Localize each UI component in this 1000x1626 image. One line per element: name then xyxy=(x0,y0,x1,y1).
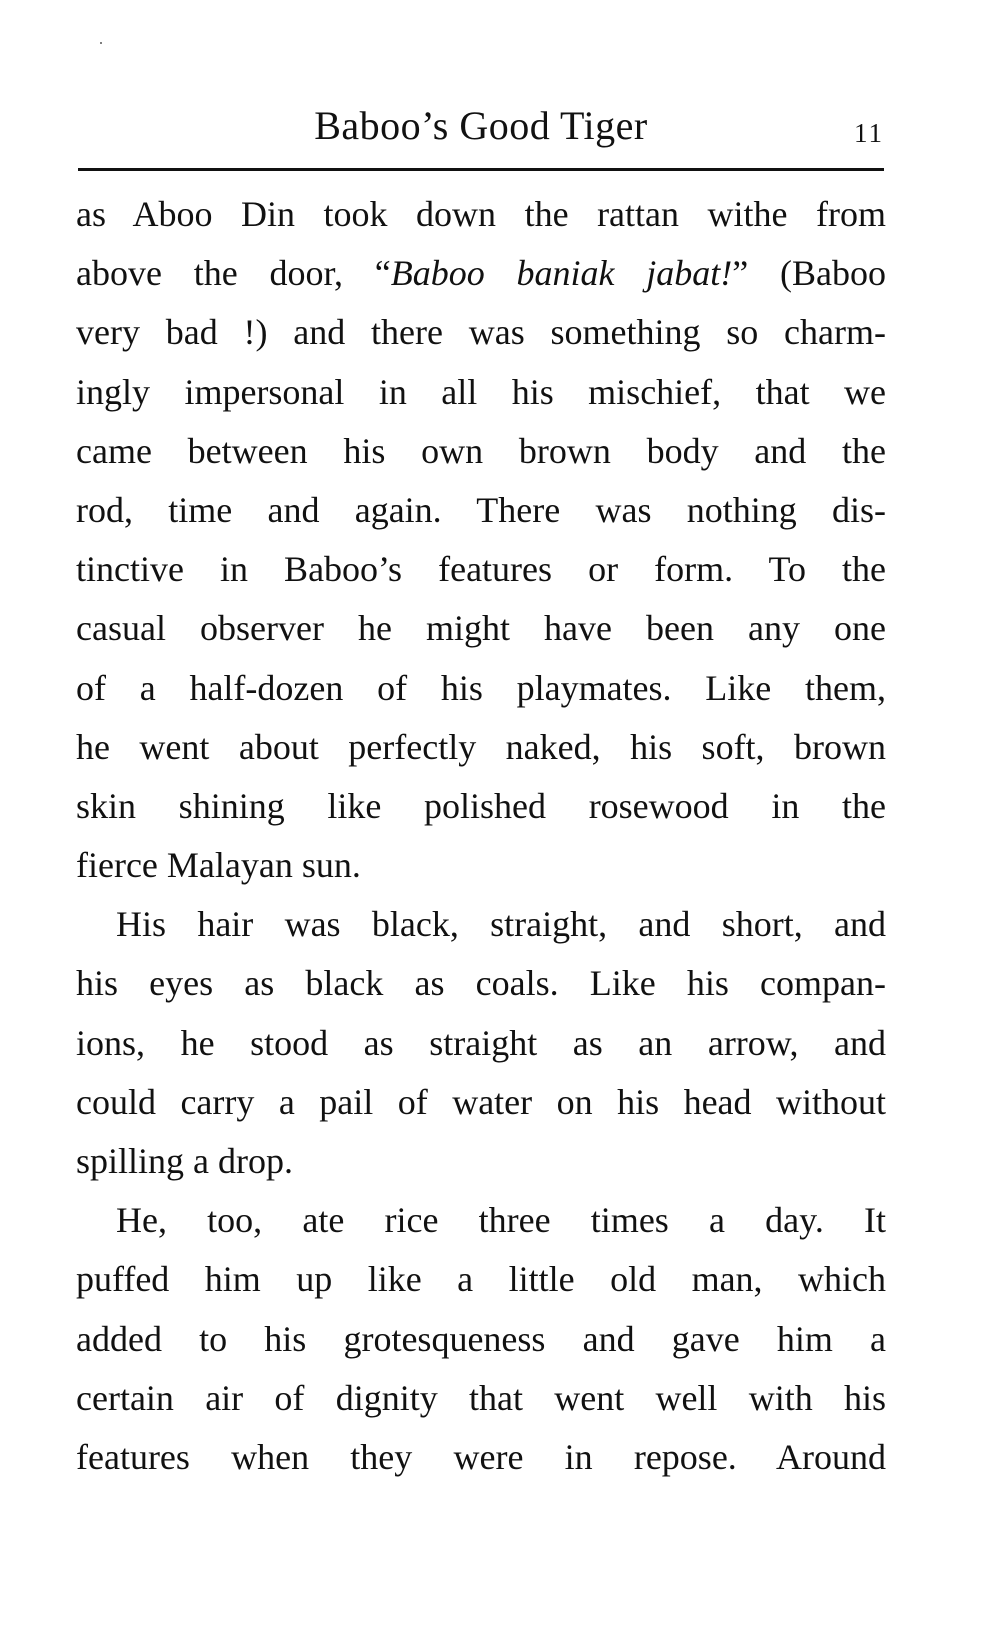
text-line: could carry a pail of water on his head without xyxy=(76,1081,886,1122)
text-line: his eyes as black as coals. Like his compan- xyxy=(76,963,886,1004)
malay-phrase: Baboo baniak jabat! xyxy=(390,253,733,294)
text-line: spilling a drop. xyxy=(76,1141,293,1181)
text-line: tinctive in Baboo’s features or form. To the xyxy=(76,549,886,590)
text-line: rod, time and again. There was nothing dis- xyxy=(76,489,886,530)
text-line: He, too, ate rice three times a day. It xyxy=(116,1200,886,1241)
text-line: very bad !) and there was something so charm- xyxy=(76,312,886,353)
text-line: casual observer he might have been any one xyxy=(76,608,886,649)
text-line: puffed him up like a little old man, which xyxy=(76,1259,886,1300)
page-number: 11 xyxy=(854,118,884,148)
text-line xyxy=(76,244,886,303)
running-title: Baboo’s Good Tiger xyxy=(314,103,648,148)
paper-speck xyxy=(100,42,102,44)
page-header xyxy=(78,96,884,158)
text-line: of a half-dozen of his playmates. Like them, xyxy=(76,667,886,708)
text-span: ” (Baboo xyxy=(732,253,886,294)
text-line: ingly impersonal in all his mischief, that we xyxy=(76,371,886,412)
text-line: features when they were in repose. Around xyxy=(76,1436,886,1477)
text-line: skin shining like polished rosewood in the xyxy=(76,785,886,826)
text-span: above the door, “ xyxy=(76,253,391,294)
text-line: certain air of dignity that went well with his xyxy=(76,1377,886,1418)
header-rule xyxy=(78,168,884,171)
text-line: added to his grotesqueness and gave him a xyxy=(76,1318,886,1359)
text-line: came between his own brown body and the xyxy=(76,430,886,471)
body-text xyxy=(76,185,886,1487)
text-line: His hair was black, straight, and short, and xyxy=(116,904,886,945)
text-line: fierce Malayan sun. xyxy=(76,845,361,886)
text-line: ions, he stood as straight as an arrow, and xyxy=(76,1022,886,1063)
text-line: he went about perfectly naked, his soft, brown xyxy=(76,726,886,767)
text-line: as Aboo Din took down the rattan withe from xyxy=(76,194,886,234)
